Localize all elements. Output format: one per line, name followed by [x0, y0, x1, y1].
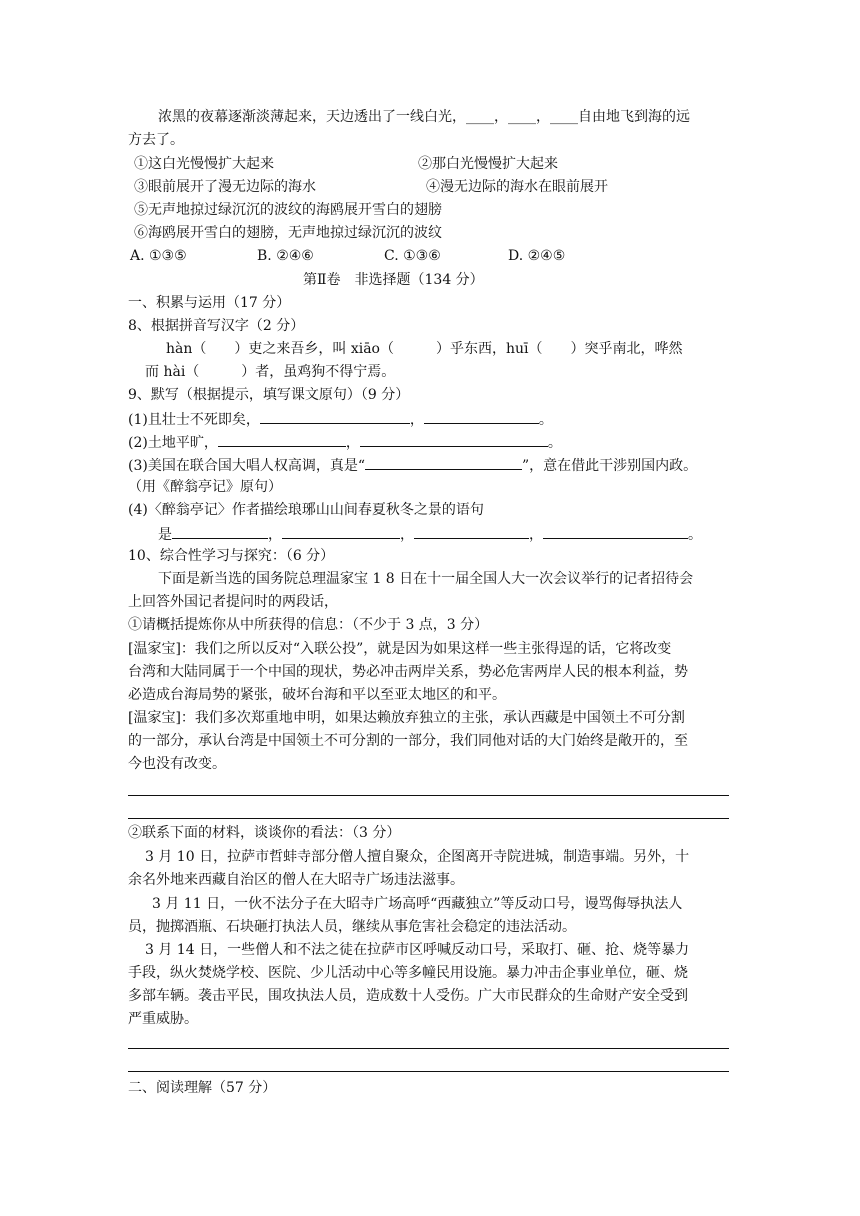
comma: ，	[268, 527, 282, 543]
q7-choice-c: C. ①③⑥	[384, 248, 441, 264]
part2-title: 第Ⅱ卷 非选择题（134 分）	[303, 272, 484, 288]
q7-option-5: ⑤无声地掠过绿沉沉的波纹的海鸥展开雪白的翅膀	[134, 202, 442, 218]
material3-line2: 手段，纵火焚烧学校、医院、少儿活动中心等多幢民用设施。暴力冲击企事业单位，砸、烧	[128, 965, 688, 981]
answer-blank[interactable]	[360, 432, 548, 447]
q9-item2	[128, 432, 562, 452]
answer-line[interactable]	[128, 1048, 729, 1049]
q10-para1-line2: 台湾和大陆同属于一个中国的现状，势必冲击两岸关系，势必危害两岸人民的根本利益，势	[128, 664, 688, 680]
q8-line1: hàn（ ）吏之来吾乡，叫 xiāo（ ）乎东西，huī（ ）突乎南北，哗然	[166, 341, 683, 357]
comma: ，	[400, 527, 414, 543]
q9-item4-prefix: 是	[158, 527, 172, 543]
q7-choice-a: A. ①③⑤	[130, 248, 187, 264]
q10-para1-line1: [温家宝]：我们之所以反对“入联公投”，就是因为如果这样一些主张得逞的话，它将改变	[128, 641, 672, 657]
section1-heading: 一、积累与运用（17 分）	[128, 295, 291, 311]
q7-choice-d: D. ②④⑤	[508, 248, 566, 264]
material1-line2: 余名外地来西藏自治区的僧人在大昭寺广场违法滋事。	[128, 872, 464, 888]
q9-item4-answers	[158, 524, 702, 544]
period: 。	[688, 527, 702, 543]
comma: ，	[529, 527, 543, 543]
answer-blank[interactable]	[365, 455, 522, 470]
q9-item2-text: (2)土地平旷，	[128, 435, 218, 451]
q10-sub1: ①请概括提炼你从中所获得的信息：（不少于 3 点，3 分）	[128, 617, 489, 633]
material2-line1: 3 月 11 日，一伙不法分子在大昭寺广场高呼“西藏独立”等反动口号，谩骂侮辱执法人	[152, 896, 683, 912]
q9-item3-source: （用《醉翁亭记》原句）	[128, 479, 282, 495]
section2-heading: 二、阅读理解（57 分）	[128, 1080, 277, 1096]
q8-title: 8、根据拼音写汉字（2 分）	[128, 318, 305, 334]
q9-item1-text: (1)且壮士不死即矣，	[128, 412, 260, 428]
material2-line2: 员，抛掷酒瓶、石块砸打执法人员，继续从事危害社会稳定的违法活动。	[128, 919, 576, 935]
comma: ，	[409, 412, 424, 428]
material3-line4: 严重威胁。	[128, 1011, 198, 1027]
answer-line[interactable]	[128, 1071, 729, 1072]
q9-item1	[128, 409, 553, 429]
period: 。	[538, 412, 553, 428]
q8-line2: 而 hài（ ）者，虽鸡狗不得宁焉。	[145, 364, 396, 380]
q10-intro-line1: 下面是新当选的国务院总理温家宝 1 8 日在十一届全国人大一次会议举行的记者招待会	[158, 571, 694, 587]
q10-intro-line2: 上回答外国记者提问时的两段话，	[128, 594, 338, 610]
material3-line1: 3 月 14 日，一些僧人和不法之徒在拉萨市区呼喊反动口号，采取打、砸、抢、烧等暴力	[145, 942, 690, 958]
q9-item4: (4)〈醉翁亭记〉作者描绘琅琊山山间春夏秋冬之景的语句	[128, 502, 484, 518]
q10-sub2: ②联系下面的材料，谈谈你的看法：（3 分）	[128, 825, 401, 841]
material1-line1: 3 月 10 日，拉萨市哲蚌寺部分僧人擅自聚众，企图离开寺院进城，制造事端。另外，十	[145, 849, 690, 865]
answer-blank[interactable]	[424, 409, 539, 424]
answer-line[interactable]	[128, 818, 729, 819]
answer-blank[interactable]	[282, 524, 400, 539]
q10-para2-line1: [温家宝]：我们多次郑重地申明，如果达赖放弃独立的主张，承认西藏是中国领土不可分割	[128, 710, 685, 726]
q10-title: 10、综合性学习与探究：（6 分）	[128, 548, 335, 564]
answer-blank[interactable]	[218, 432, 346, 447]
q7-option-3: ③眼前展开了漫无边际的海水	[134, 179, 316, 195]
q10-para1-line3: 必造成台海局势的紧张，破坏台海和平以至亚太地区的和平。	[128, 687, 506, 703]
q10-para2-line2: 的一部分，承认台湾是中国领土不可分割的一部分，我们同他对话的大门始终是敞开的，至	[128, 733, 688, 749]
q7-option-4: ④漫无边际的海水在眼前展开	[426, 179, 608, 195]
q10-para2-line3: 今也没有改变。	[128, 756, 226, 772]
q7-choice-b: B. ②④⑥	[257, 248, 314, 264]
comma: ，	[345, 435, 360, 451]
q7-option-6: ⑥海鸥展开雪白的翅膀，无声地掠过绿沉沉的波纹	[134, 225, 442, 241]
answer-blank[interactable]	[414, 524, 529, 539]
q7-option-1: ①这白光慢慢扩大起来	[134, 156, 274, 172]
q7-option-2: ②那白光慢慢扩大起来	[418, 156, 558, 172]
answer-blank[interactable]	[543, 524, 688, 539]
material3-line3: 多部车辆。袭击平民，围攻执法人员，造成数十人受伤。广大市民群众的生命财产安全受到	[128, 988, 688, 1004]
q7-stem-line1: 浓黑的夜幕逐渐淡薄起来，天边透出了一线白光，____，____，____自由地飞到海的远	[158, 109, 690, 125]
period: 。	[547, 435, 562, 451]
q9-item3-text: (3)美国在联合国大唱人权高调，真是“	[128, 458, 365, 474]
q9-item3	[128, 455, 697, 475]
answer-line[interactable]	[128, 795, 729, 796]
q9-item3-tail: ”，意在借此干涉别国内政。	[522, 458, 698, 474]
answer-blank[interactable]	[260, 409, 410, 424]
q9-title: 9、默写（根据提示，填写课文原句）（9 分）	[128, 387, 410, 403]
q7-stem-line2: 方去了。	[128, 132, 184, 148]
answer-blank[interactable]	[172, 524, 268, 539]
